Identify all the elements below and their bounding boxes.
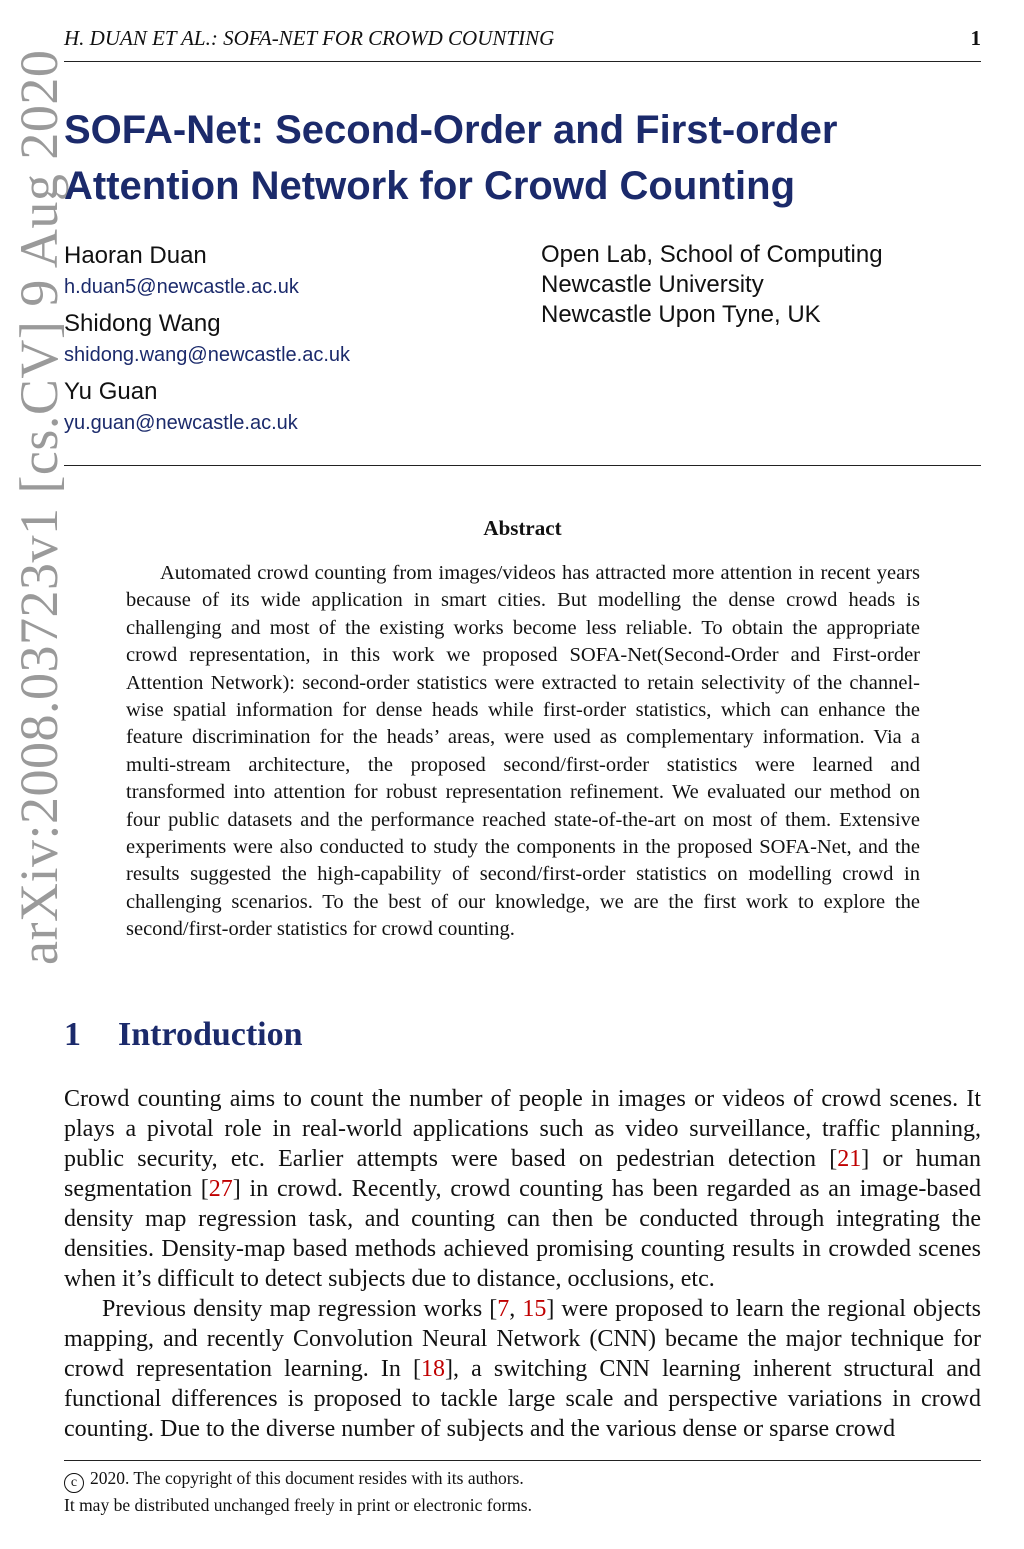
page-number: 1 xyxy=(970,26,981,50)
affiliation xyxy=(541,240,981,330)
abstract-text: Automated crowd counting from images/videos has attracted more attention in recent years because of its wide application in smart cities. But modelling the dense crowd heads is challenging and most of the existing works become less reliable. To obtain the appropriate crowd representation, in this work we proposed SOFA-Net(Second-Order and First-order Attention Network): second-order statistics were extracted to retain selectivity of the channel-wise spatial information for dense heads while first-order statistics, which can enhance the feature discrimination for the heads’ areas, were used as complementary information. Via a multi-stream architecture, the proposed second/first-order statistics were learned and transformed into attention for robust representation refinement. We evaluated our method on four public datasets and the performance reached state-of-the-art on most of them. Extensive experiments were also conducted to study the components in the proposed SOFA-Net, and the results suggested the high-capability of second/first-order statistics on modelling crowd in challenging scenarios. To the best of our knowledge, we are the first work to explore the second/first-order statistics for crowd counting. xyxy=(126,562,920,941)
author-name: Haoran Duan xyxy=(64,242,207,269)
introduction-body xyxy=(64,1084,981,1444)
citation-link[interactable]: 7 xyxy=(497,1296,510,1322)
affiliation-line: Newcastle University xyxy=(541,271,764,298)
footnote-rule xyxy=(64,1460,981,1461)
text-run: Previous density map regression works [ xyxy=(102,1296,498,1322)
paper-title xyxy=(64,102,981,214)
footnote-text: 2020. The copyright of this document resides with its authors. xyxy=(90,1468,524,1488)
citation-link[interactable]: 21 xyxy=(837,1146,862,1172)
text-run: Crowd counting aims to count the number of people in images or videos of crowd scenes. It plays a pivotal role in real-world applications such as video surveillance, traffic planning, public security, etc. Earlier attempts were based on pedestrian detection [ xyxy=(64,1086,981,1172)
author-email[interactable]: shidong.wang@newcastle.ac.uk xyxy=(64,344,351,366)
section-title: Introduction xyxy=(118,1016,303,1053)
affiliation-line: Open Lab, School of Computing xyxy=(541,241,883,268)
section-heading xyxy=(64,1016,981,1054)
title-line-1: SOFA-Net: Second-Order and First-order xyxy=(64,108,838,152)
author-list xyxy=(64,240,524,444)
running-header xyxy=(64,26,981,58)
header-rule xyxy=(64,61,981,62)
title-line-2: Attention Network for Crowd Counting xyxy=(64,164,796,208)
footnote-line xyxy=(64,1466,981,1493)
text-run: ] in crowd. Recently, crowd counting has been regarded as an image-based density map regression task, and counting can then be conducted through integrating the densities. Density-map based methods achieved promising counting results in crowded scenes when it’s difficult to detect subjects due to distance, occlusions, etc. xyxy=(64,1176,981,1292)
author-email[interactable]: yu.guan@newcastle.ac.uk xyxy=(64,412,298,434)
citation-link[interactable]: 15 xyxy=(522,1296,547,1322)
section-number: 1 xyxy=(64,1016,81,1053)
paragraph xyxy=(64,1294,981,1444)
author-email[interactable]: h.duan5@newcastle.ac.uk xyxy=(64,276,299,298)
paragraph xyxy=(64,1084,981,1294)
author-name: Shidong Wang xyxy=(64,310,221,337)
text-run: ] or human segmentation [ xyxy=(64,1146,981,1202)
copyright-icon: c xyxy=(64,1473,84,1493)
text-run: ] were proposed to learn the regional objects mapping, and recently Convolution Neural Network (CNN) became the major technique for crowd representation learning. In [ xyxy=(64,1296,982,1382)
copyright-footnote xyxy=(64,1466,981,1517)
arxiv-stamp-text: arXiv:2008.03723v1 [cs.CV] 9 Aug 2020 xyxy=(9,49,69,965)
running-title: H. DUAN ET AL.: SOFA-NET FOR CROWD COUNTING xyxy=(64,26,555,50)
citation-link[interactable]: 18 xyxy=(421,1356,445,1382)
citation-link[interactable]: 27 xyxy=(208,1176,233,1202)
affiliation-line: Newcastle Upon Tyne, UK xyxy=(541,301,821,328)
title-block-rule xyxy=(64,465,981,466)
footnote-line: It may be distributed unchanged freely in print or electronic forms. xyxy=(64,1495,532,1515)
abstract-heading: Abstract xyxy=(483,516,562,540)
author-name: Yu Guan xyxy=(64,378,158,405)
text-run: ], a switching CNN learning inherent structural and functional differences is proposed to tackle large scale and perspective variations in crowd counting. Due to the diverse number of subjects and the various dense or sparse crowd xyxy=(64,1356,982,1442)
text-run: , xyxy=(509,1296,523,1322)
